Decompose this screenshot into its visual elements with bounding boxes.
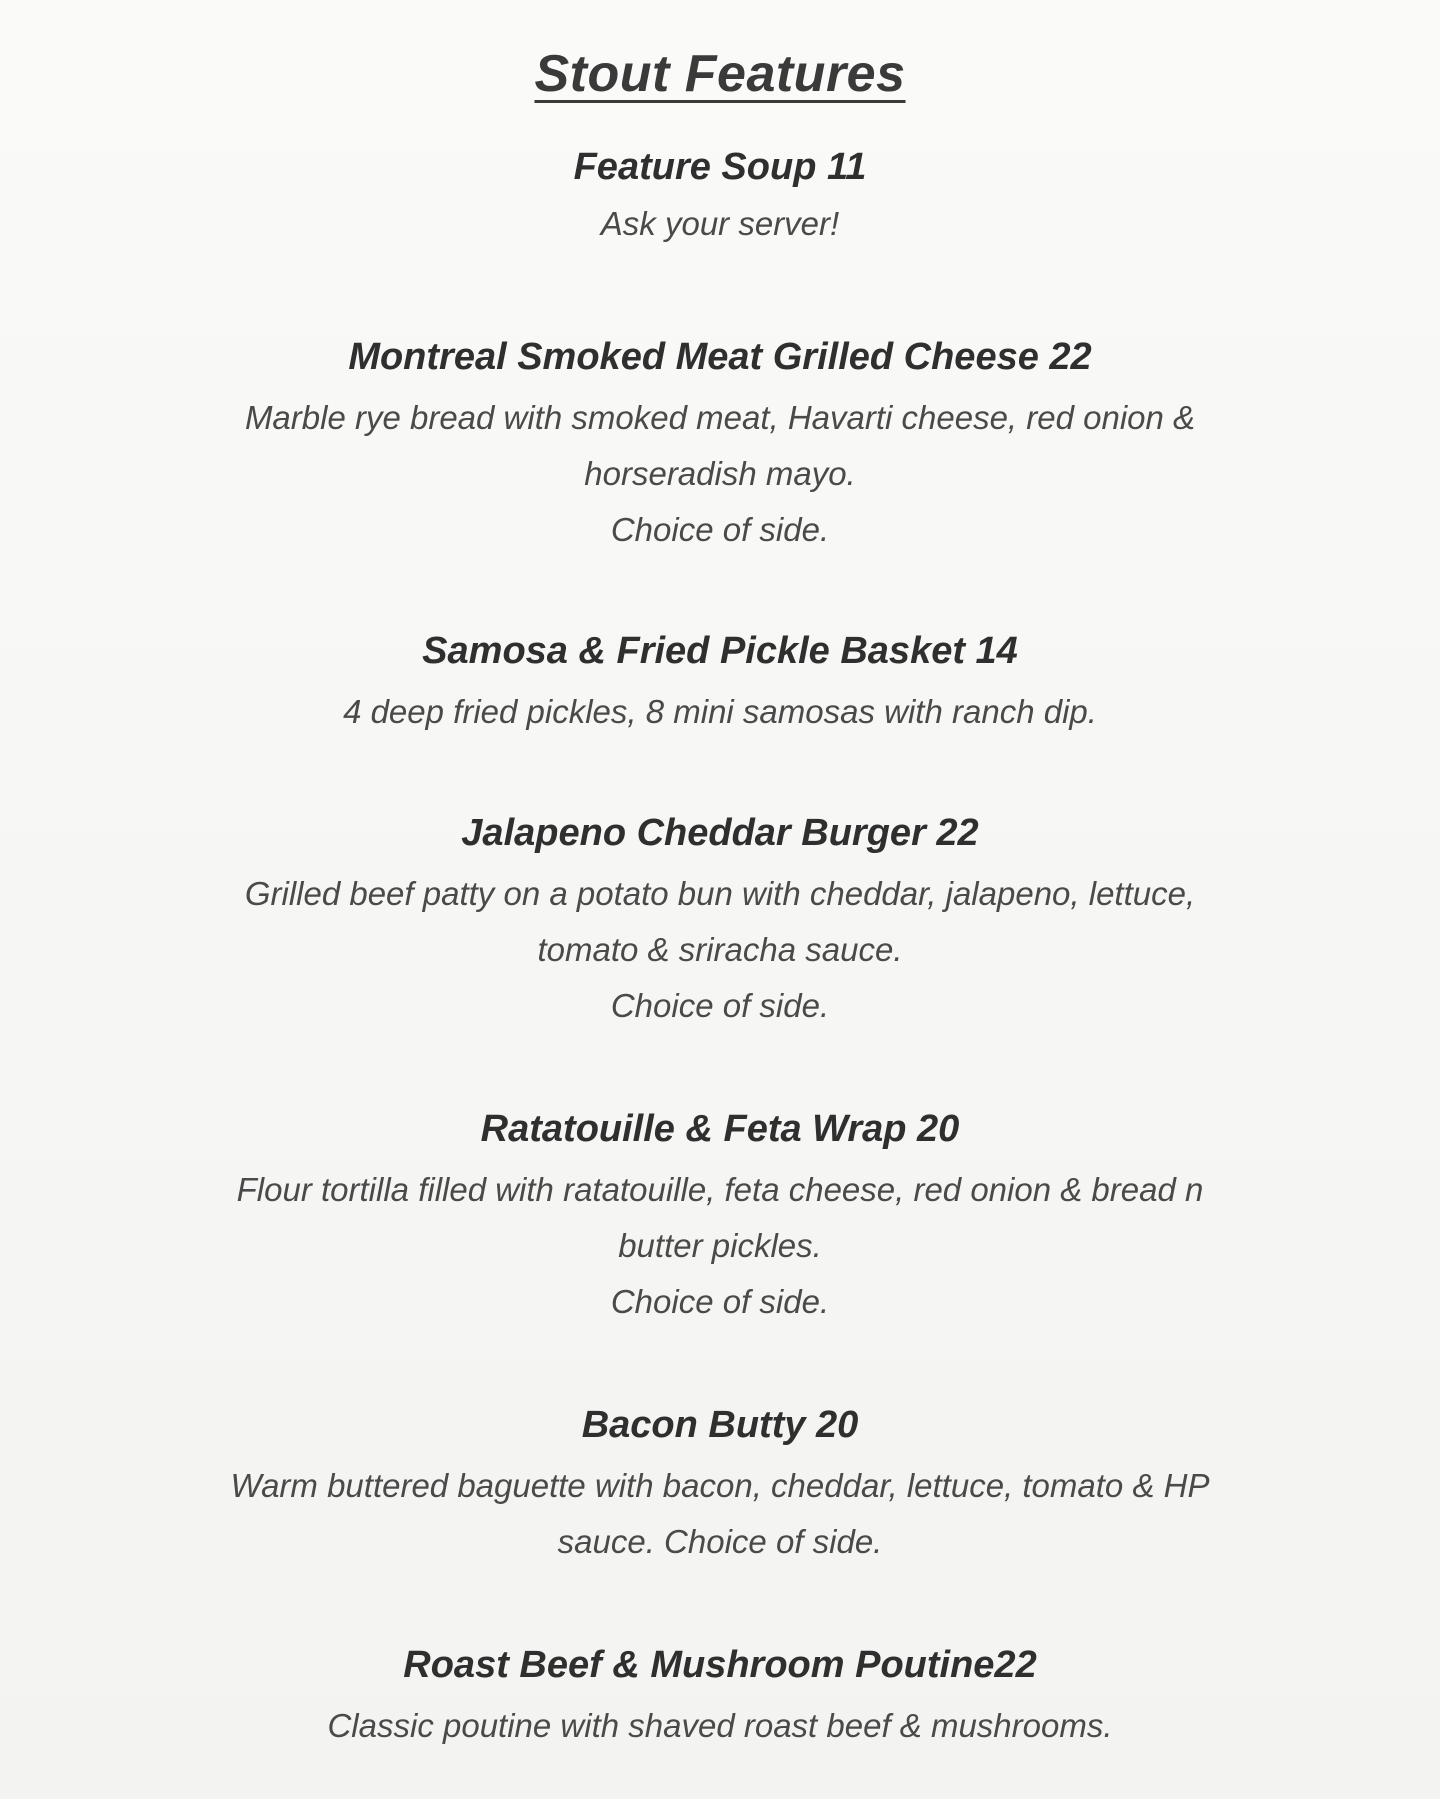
menu-item-bacon-butty xyxy=(160,1402,1280,1570)
description-line: tomato & sriracha sauce. xyxy=(537,931,903,968)
menu-item-jalapeno-cheddar-burger xyxy=(160,810,1280,1034)
menu-item-description xyxy=(160,684,1280,740)
menu-title: Stout Features xyxy=(534,45,906,103)
description-line: Choice of side. xyxy=(610,511,830,548)
menu-item-name: Samosa & Fried Pickle Basket 14 xyxy=(422,630,1018,672)
description-line: 4 deep fried pickles, 8 mini samosas with ranch dip. xyxy=(343,693,1097,730)
menu-item-description xyxy=(160,866,1280,1034)
description-line: Choice of side. xyxy=(610,987,830,1024)
menu-item-description xyxy=(160,196,1280,252)
description-line: Marble rye bread with smoked meat, Havarti cheese, red onion & xyxy=(244,399,1196,436)
menu-item-name: Jalapeno Cheddar Burger 22 xyxy=(461,812,979,854)
menu-item-feature-soup xyxy=(160,144,1280,252)
menu-item-name: Bacon Butty 20 xyxy=(581,1404,859,1446)
menu-item-description xyxy=(160,1162,1280,1330)
menu-item-ratatouille-feta-wrap xyxy=(160,1106,1280,1330)
description-line: Grilled beef patty on a potato bun with cheddar, jalapeno, lettuce, xyxy=(244,875,1196,912)
description-line: Warm buttered baguette with bacon, cheddar, lettuce, tomato & HP xyxy=(230,1467,1210,1504)
description-line: Ask your server! xyxy=(600,205,840,242)
menu-item-name: Ratatouille & Feta Wrap 20 xyxy=(480,1108,960,1150)
menu-item-description xyxy=(160,1458,1280,1570)
menu-item-description xyxy=(160,1698,1280,1754)
description-line: sauce. Choice of side. xyxy=(557,1523,883,1560)
menu-item-description xyxy=(160,390,1280,558)
menu-item-smoked-meat-grilled-cheese xyxy=(160,334,1280,558)
menu-item-list xyxy=(0,144,1440,1754)
menu-item-name: Montreal Smoked Meat Grilled Cheese 22 xyxy=(348,336,1092,378)
menu-item-name: Feature Soup 11 xyxy=(573,146,867,188)
description-line: Flour tortilla filled with ratatouille, feta cheese, red onion & bread n xyxy=(236,1171,1204,1208)
menu-item-name: Roast Beef & Mushroom Poutine22 xyxy=(403,1644,1037,1686)
description-line: Classic poutine with shaved roast beef & mushrooms. xyxy=(327,1707,1113,1744)
menu-item-samosa-pickle-basket xyxy=(160,628,1280,740)
menu-item-roast-beef-mushroom-poutine xyxy=(160,1642,1280,1754)
description-line: Choice of side. xyxy=(610,1283,830,1320)
description-line: horseradish mayo. xyxy=(584,455,856,492)
description-line: butter pickles. xyxy=(618,1227,822,1264)
